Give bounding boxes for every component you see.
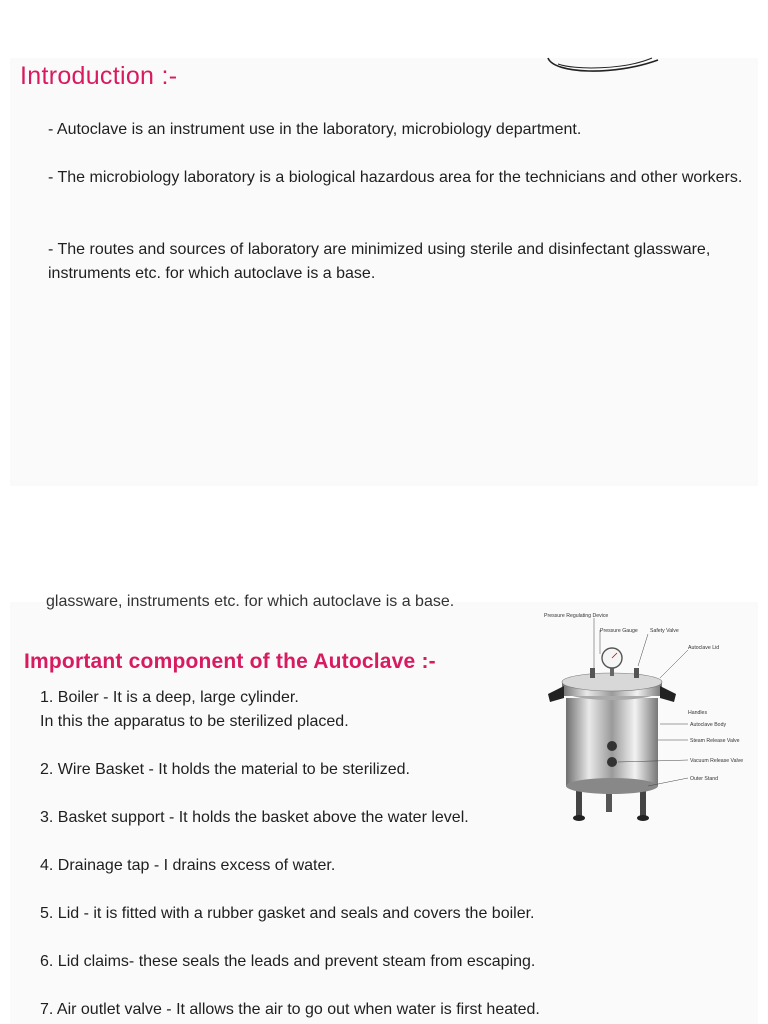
- label-autoclave-body: Autoclave Body: [690, 722, 727, 728]
- label-vacuum-release-valve: Vacuum Release Valve: [690, 758, 744, 764]
- intro-paragraph-1: - Autoclave is an instrument use in the laboratory, microbiology department.: [48, 121, 582, 138]
- component-item-6: 6. Lid claims- these seals the leads and prevent steam from escaping.: [40, 953, 536, 970]
- intro-paragraph-3: - The routes and sources of laboratory are minimized using sterile and disinfectant glassware, instruments etc. for which autoclave is a base.: [48, 241, 711, 282]
- component-item-1-line2: In this the apparatus to be sterilized placed.: [40, 713, 349, 730]
- component-item-5: 5. Lid - it is fitted with a rubber gasket and seals and covers the boiler.: [40, 905, 535, 922]
- intro-paragraph-2: - The microbiology laboratory is a biological hazardous area for the technicians and other workers.: [48, 169, 743, 186]
- intro-heading: Introduction :-: [20, 62, 178, 90]
- cutoff-text-line: glassware, instruments etc. for which autoclave is a base.: [46, 593, 455, 610]
- components-slide: [10, 593, 758, 1024]
- component-item-7: 7. Air outlet valve - It allows the air to go out when water is first heated.: [40, 1001, 540, 1018]
- component-item-3: 3. Basket support - It holds the basket above the water level.: [40, 809, 469, 826]
- label-autoclave-lid: Autoclave Lid: [688, 645, 720, 651]
- pen-scribble: [544, 54, 664, 78]
- label-pressure-regulating-device: Pressure Regulating Device: [544, 613, 609, 619]
- label-outer-stand: Outer Stand: [690, 776, 718, 782]
- label-handles: Handles: [688, 710, 708, 716]
- autoclave-diagram: [538, 606, 758, 836]
- component-item-2: 2. Wire Basket - It holds the material to be sterilized.: [40, 761, 410, 778]
- intro-slide: [10, 58, 758, 486]
- label-safety-valve: Safety Valve: [650, 628, 679, 634]
- label-pressure-gauge: Pressure Gauge: [600, 628, 638, 634]
- component-item-4: 4. Drainage tap - I drains excess of water.: [40, 857, 336, 874]
- label-steam-release-valve: Steam Release Valve: [690, 738, 740, 744]
- components-heading: Important component of the Autoclave :-: [24, 650, 436, 673]
- component-item-1-line1: 1. Boiler - It is a deep, large cylinder.: [40, 689, 299, 706]
- component-item-1: [40, 686, 349, 734]
